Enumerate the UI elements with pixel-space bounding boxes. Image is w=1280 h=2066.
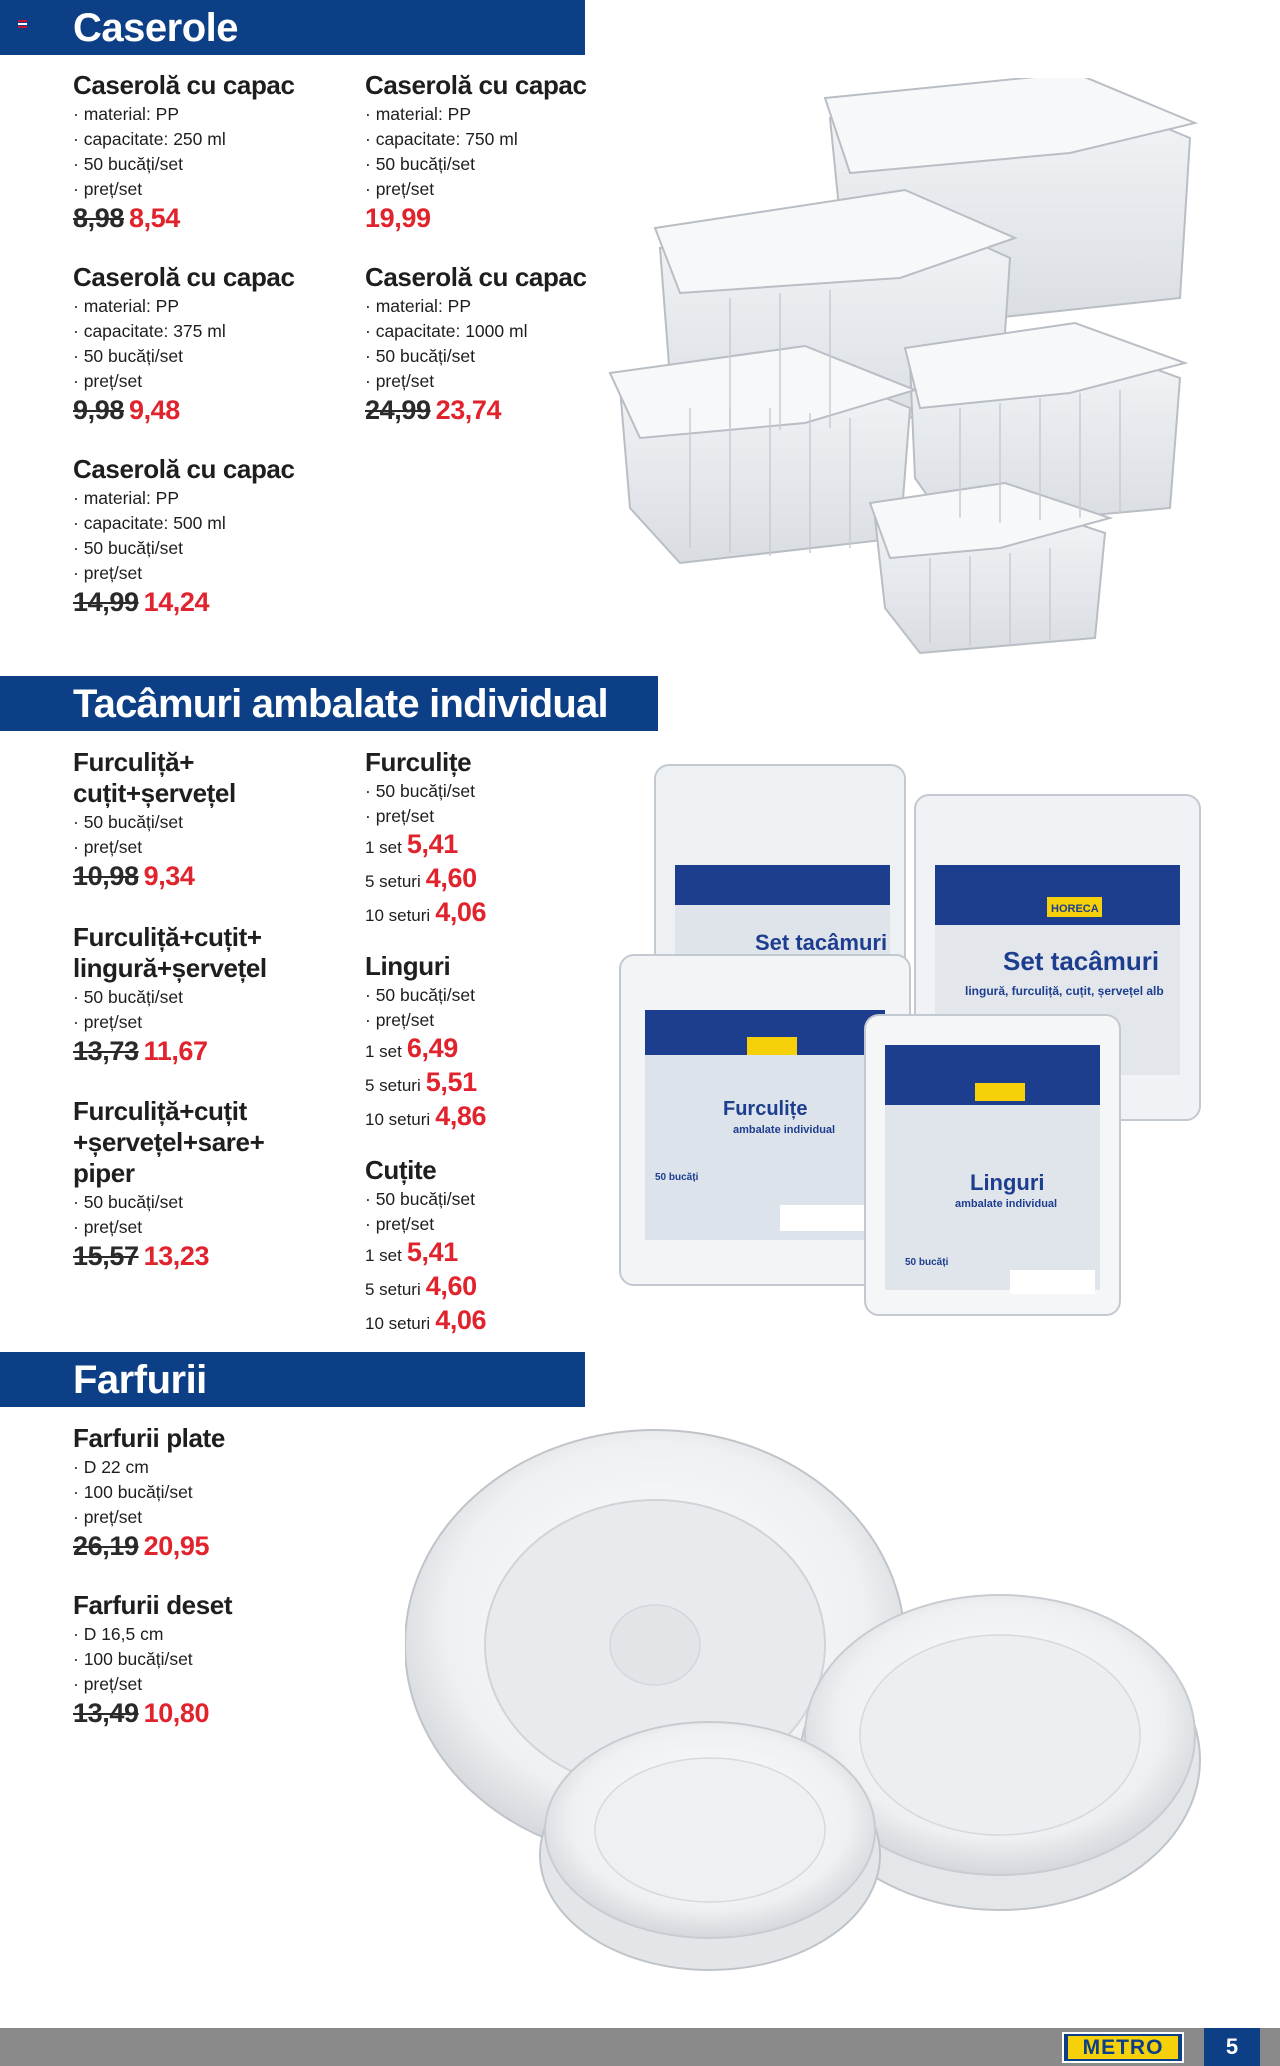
product-name: Cuțite [365, 1155, 437, 1185]
tier-price-row [365, 1101, 650, 1135]
tier-price: 4,86 [435, 1101, 487, 1131]
product-caserola-500 [73, 454, 358, 618]
cutlery-packages-image [615, 745, 1205, 1325]
tier-qty: 5 seturi [365, 1076, 421, 1095]
old-price: 24,99 [365, 395, 431, 425]
spec-item: · D 16,5 cm [73, 1622, 358, 1647]
product-name: Farfurii plate [73, 1423, 225, 1453]
tier-price: 4,60 [425, 863, 477, 893]
spec-item: · 50 bucăți/set [73, 985, 358, 1010]
tier-price: 5,41 [406, 1237, 458, 1267]
product-name: Caserolă cu capac [365, 70, 587, 100]
tier-qty: 1 set [365, 1042, 402, 1061]
section-banner-caserole [0, 0, 585, 55]
price-row [73, 1241, 358, 1272]
section-title: Farfurii [73, 1358, 207, 1402]
product-name: Farfurii deset [73, 1590, 233, 1620]
spec-item: · material: PP [365, 294, 650, 319]
plates-image [405, 1420, 1205, 1980]
tier-price-row [365, 1237, 650, 1271]
package-subtitle: ambalate individual [733, 1124, 836, 1136]
product-linguri [365, 951, 650, 1135]
product-specs [73, 810, 358, 860]
product-specs [365, 983, 650, 1033]
product-furculita-cutit-servetel [73, 747, 358, 892]
spec-item: · capacitate: 375 ml [73, 319, 358, 344]
tier-price-row [365, 1305, 650, 1339]
new-price: 11,67 [143, 1036, 208, 1066]
flag-icon [18, 20, 27, 27]
tier-price-row [365, 1067, 650, 1101]
package-count: 50 bucăți [905, 1257, 949, 1268]
product-name: Caserolă cu capac [73, 70, 295, 100]
tier-price-row [365, 1033, 650, 1067]
package-subtitle: lingură, furculiță, cuțit, șervețel alb [965, 984, 1164, 998]
tier-price-row [365, 863, 650, 897]
old-price: 13,49 [73, 1698, 139, 1728]
new-price: 9,48 [128, 395, 180, 425]
product-farfurii-plate [73, 1423, 358, 1562]
new-price: 20,95 [143, 1531, 210, 1561]
product-name: Caserolă cu capac [73, 262, 295, 292]
price-row [73, 395, 358, 426]
spec-item: · preț/set [365, 369, 650, 394]
product-specs [73, 102, 358, 202]
metro-logo [1062, 2032, 1184, 2063]
product-specs [73, 1190, 358, 1240]
tier-qty: 5 seturi [365, 872, 421, 891]
package-title: Furculițe [723, 1098, 808, 1120]
section-title: Tacâmuri ambalate individual [73, 682, 608, 726]
spec-item: · preț/set [73, 1672, 358, 1697]
spec-item: · preț/set [73, 1215, 358, 1240]
package-count: 50 bucăți [655, 1172, 699, 1183]
spec-item: · 50 bucăți/set [365, 344, 650, 369]
new-price: 19,99 [365, 203, 431, 233]
spec-item: · capacitate: 500 ml [73, 511, 358, 536]
price-row [73, 203, 358, 234]
spec-item: · 50 bucăți/set [365, 779, 650, 804]
package-title: Set tacâmuri [755, 930, 888, 955]
tier-price: 5,41 [406, 829, 458, 859]
spec-item: · material: PP [73, 294, 358, 319]
spec-item: · preț/set [73, 835, 358, 860]
product-specs [73, 294, 358, 394]
product-furculite [365, 747, 650, 931]
old-price: 10,98 [73, 861, 139, 891]
tier-price: 4,06 [435, 1305, 487, 1335]
name-line: cuțit+șervețel [73, 778, 236, 808]
spec-item: · preț/set [365, 1212, 650, 1237]
spec-item: · preț/set [365, 1008, 650, 1033]
product-caserola-375 [73, 262, 358, 426]
product-farfurii-deset [73, 1590, 358, 1729]
old-price: 15,57 [73, 1241, 139, 1271]
tier-qty: 10 seturi [365, 1314, 431, 1333]
spec-item: · 50 bucăți/set [365, 983, 650, 1008]
tier-qty: 10 seturi [365, 906, 431, 925]
name-line: +șervețel+sare+ [73, 1127, 265, 1157]
package-title: Set tacâmuri [1003, 946, 1160, 976]
spec-item: · 50 bucăți/set [73, 344, 358, 369]
product-specs [73, 486, 358, 586]
product-specs [73, 1622, 358, 1697]
new-price: 14,24 [143, 587, 210, 617]
tier-price: 5,51 [425, 1067, 477, 1097]
spec-item: · capacitate: 250 ml [73, 127, 358, 152]
spec-item: · 50 bucăți/set [73, 1190, 358, 1215]
price-row [73, 1036, 358, 1067]
spec-item: · preț/set [73, 1010, 358, 1035]
product-furculita-cutit-servetel-sare-piper [73, 1096, 358, 1272]
logo-text: METRO [1068, 2036, 1178, 2059]
spec-item: · 50 bucăți/set [365, 152, 650, 177]
name-line: Furculiță+cuțit [73, 1096, 247, 1126]
product-furculita-cutit-lingura-servetel [73, 922, 358, 1067]
product-caserola-250 [73, 70, 358, 234]
product-name: Furculițe [365, 747, 472, 777]
name-line: lingură+șervețel [73, 953, 267, 983]
tier-qty: 10 seturi [365, 1110, 431, 1129]
product-name: Caserolă cu capac [365, 262, 587, 292]
name-line: Furculiță+cuțit+ [73, 922, 262, 952]
tier-price: 4,60 [425, 1271, 477, 1301]
tier-price-row [365, 829, 650, 863]
name-line: Furculiță+ [73, 747, 194, 777]
new-price: 10,80 [143, 1698, 210, 1728]
new-price: 8,54 [128, 203, 180, 233]
new-price: 9,34 [143, 861, 195, 891]
product-name [73, 747, 358, 809]
product-specs [73, 985, 358, 1035]
section-title: Caserole [73, 6, 238, 50]
package-brand: HORECA [1051, 903, 1099, 915]
spec-item: · preț/set [73, 369, 358, 394]
old-price: 26,19 [73, 1531, 139, 1561]
tier-price: 6,49 [406, 1033, 458, 1063]
spec-item: · preț/set [73, 1505, 358, 1530]
product-name [73, 922, 358, 984]
spec-item: · preț/set [73, 561, 358, 586]
spec-item: · 50 bucăți/set [73, 152, 358, 177]
page-number: 5 [1204, 2028, 1260, 2066]
product-name: Caserolă cu capac [73, 454, 295, 484]
price-row [73, 1531, 358, 1562]
spec-item: · material: PP [73, 486, 358, 511]
spec-item: · D 22 cm [73, 1455, 358, 1480]
name-line: piper [73, 1158, 135, 1188]
price-row [73, 587, 358, 618]
spec-item: · material: PP [365, 102, 650, 127]
tier-qty: 1 set [365, 838, 402, 857]
spec-item: · preț/set [365, 804, 650, 829]
product-specs [365, 1187, 650, 1237]
product-cutite [365, 1155, 650, 1339]
spec-item: · 50 bucăți/set [73, 810, 358, 835]
tier-qty: 5 seturi [365, 1280, 421, 1299]
price-row [73, 1698, 358, 1729]
new-price: 23,74 [435, 395, 502, 425]
price-row [73, 861, 358, 892]
tier-price-row [365, 897, 650, 931]
section-banner-farfurii [0, 1352, 585, 1407]
old-price: 14,99 [73, 587, 139, 617]
old-price: 8,98 [73, 203, 124, 233]
old-price: 13,73 [73, 1036, 139, 1066]
product-name: Linguri [365, 951, 451, 981]
spec-item: · material: PP [73, 102, 358, 127]
spec-item: · 50 bucăți/set [365, 1187, 650, 1212]
spec-item: · 100 bucăți/set [73, 1480, 358, 1505]
containers-image [600, 78, 1200, 658]
product-specs [365, 779, 650, 829]
spec-item: · 100 bucăți/set [73, 1647, 358, 1672]
tier-qty: 1 set [365, 1246, 402, 1265]
tier-price-row [365, 1271, 650, 1305]
spec-item: · preț/set [365, 177, 650, 202]
new-price: 13,23 [143, 1241, 210, 1271]
tier-price: 4,06 [435, 897, 487, 927]
spec-item: · preț/set [73, 177, 358, 202]
spec-item: · capacitate: 750 ml [365, 127, 650, 152]
product-specs [73, 1455, 358, 1530]
package-subtitle: ambalate individual [955, 1198, 1058, 1210]
spec-item: · capacitate: 1000 ml [365, 319, 650, 344]
spec-item: · 50 bucăți/set [73, 536, 358, 561]
old-price: 9,98 [73, 395, 124, 425]
product-name [73, 1096, 358, 1189]
section-banner-tacamuri [0, 676, 658, 731]
package-title: Linguri [970, 1170, 1045, 1195]
